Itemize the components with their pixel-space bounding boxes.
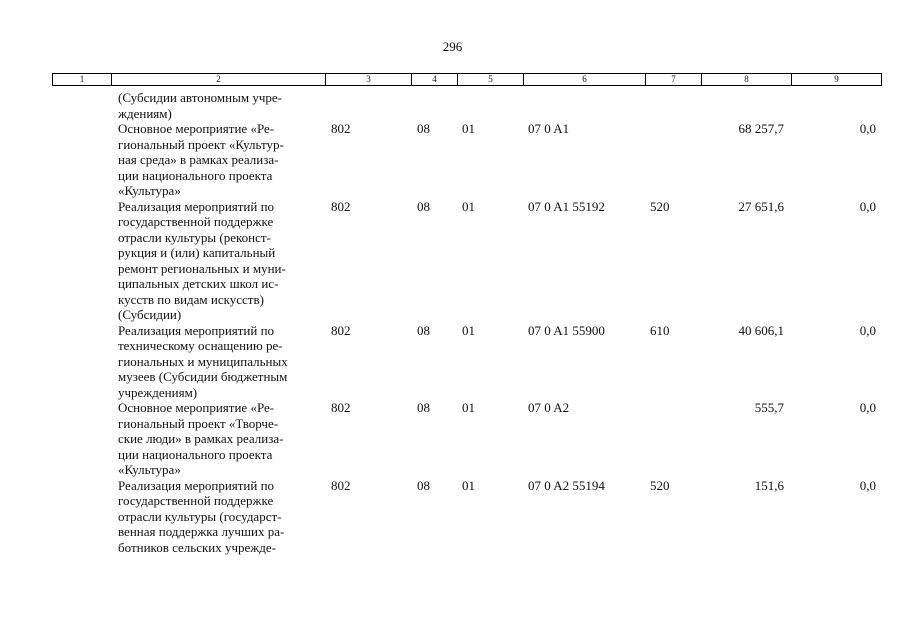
row-name-line: государственной поддержке <box>118 493 274 508</box>
column-number-9: 9 <box>791 74 881 85</box>
row-name-line: гиональный проект «Творче- <box>118 415 279 431</box>
amount-cell: 151,6 <box>754 477 784 493</box>
row-name-line: гиональный проект «Культур- <box>118 136 284 152</box>
column-number-8: 8 <box>701 74 791 85</box>
amount-secondary-cell: 0,0 <box>859 121 876 136</box>
row-name-line: (Субсидии автономным учре- <box>118 90 282 105</box>
table-row <box>0 400 905 478</box>
table-row <box>0 90 905 121</box>
row-name-line: «Культура» <box>118 462 181 477</box>
section-cell: 08 <box>417 400 430 415</box>
row-name-line: музеев (Субсидии бюджетным <box>118 369 288 384</box>
target-article-cell: 07 0 A1 <box>528 121 570 136</box>
section-cell: 08 <box>417 322 430 338</box>
table-row <box>0 199 905 323</box>
ministry-code-cell: 802 <box>331 198 351 214</box>
row-name-cell <box>118 90 318 121</box>
column-number-5: 5 <box>457 74 523 85</box>
row-name-cell <box>118 323 318 401</box>
row-name-line: венная поддержка лучших ра- <box>118 524 285 539</box>
row-name-line: кусств по видам искусств) <box>118 291 264 307</box>
row-name-line: ские люди» в рамках реализа- <box>118 431 284 446</box>
row-name-line: рукция и (или) капитальный <box>118 245 276 260</box>
column-number-7: 7 <box>645 74 701 85</box>
target-article-cell: 07 0 A1 55192 <box>528 198 605 214</box>
amount-cell: 68 257,7 <box>738 121 784 136</box>
column-number-6: 6 <box>523 74 645 85</box>
section-cell: 08 <box>417 198 430 214</box>
ministry-code-cell: 802 <box>331 400 351 415</box>
subsection-cell: 01 <box>462 121 475 136</box>
ministry-code-cell: 802 <box>331 322 351 338</box>
row-name-line: ципальных детских школ ис- <box>118 276 279 291</box>
row-name-line: Реализация мероприятий по <box>118 477 275 493</box>
section-cell: 08 <box>417 121 430 136</box>
table-row <box>0 478 905 556</box>
row-name-cell <box>118 199 318 323</box>
row-name-line: ная среда» в рамках реализа- <box>118 152 279 167</box>
amount-cell: 40 606,1 <box>738 322 784 338</box>
row-name-line: техническому оснащению ре- <box>118 338 283 353</box>
target-article-cell: 07 0 A2 <box>528 400 570 415</box>
table-row <box>0 323 905 401</box>
column-number-2: 2 <box>111 74 325 85</box>
row-name-line: Основное мероприятие «Ре- <box>118 400 275 415</box>
ministry-code-cell: 802 <box>331 477 351 493</box>
row-name-line: ждениям) <box>118 105 172 121</box>
column-number-4: 4 <box>411 74 457 85</box>
row-name-line: ботников сельских учрежде- <box>118 539 276 555</box>
row-name-cell <box>118 121 318 199</box>
subsection-cell: 01 <box>462 400 475 415</box>
expense-type-cell: 520 <box>650 477 670 493</box>
expense-type-cell: 610 <box>650 322 670 338</box>
row-name-cell <box>118 400 318 478</box>
subsection-cell: 01 <box>462 322 475 338</box>
row-name-line: ции национального проекта <box>118 446 273 462</box>
target-article-cell: 07 0 A1 55900 <box>528 322 605 338</box>
row-name-line: Реализация мероприятий по <box>118 198 275 214</box>
subsection-cell: 01 <box>462 198 475 214</box>
row-name-line: «Культура» <box>118 183 181 198</box>
row-name-line: гиональных и муниципальных <box>118 353 288 369</box>
column-number-header <box>52 73 882 86</box>
row-name-line: ремонт региональных и муни- <box>118 260 286 276</box>
amount-cell: 27 651,6 <box>738 198 784 214</box>
row-name-line: (Субсидии) <box>118 307 182 322</box>
row-name-line: государственной поддержке <box>118 214 274 229</box>
ministry-code-cell: 802 <box>331 121 351 136</box>
column-number-3: 3 <box>325 74 411 85</box>
amount-cell: 555,7 <box>754 400 784 415</box>
budget-table-body <box>0 90 905 555</box>
row-name-cell <box>118 478 318 556</box>
row-name-line: ции национального проекта <box>118 167 273 183</box>
column-number-1: 1 <box>79 74 85 84</box>
amount-secondary-cell: 0,0 <box>859 477 876 493</box>
row-name-line: Реализация мероприятий по <box>118 322 275 338</box>
target-article-cell: 07 0 A2 55194 <box>528 477 605 493</box>
page-number: 296 <box>442 39 463 54</box>
row-name-line: Основное мероприятие «Ре- <box>118 121 275 136</box>
row-name-line: отрасли культуры (государст- <box>118 508 282 524</box>
section-cell: 08 <box>417 477 430 493</box>
subsection-cell: 01 <box>462 477 475 493</box>
row-name-line: отрасли культуры (реконст- <box>118 229 271 245</box>
amount-secondary-cell: 0,0 <box>859 198 876 214</box>
amount-secondary-cell: 0,0 <box>859 322 876 338</box>
amount-secondary-cell: 0,0 <box>859 400 876 415</box>
table-row <box>0 121 905 199</box>
row-name-line: учреждениям) <box>118 384 198 400</box>
expense-type-cell: 520 <box>650 198 670 214</box>
